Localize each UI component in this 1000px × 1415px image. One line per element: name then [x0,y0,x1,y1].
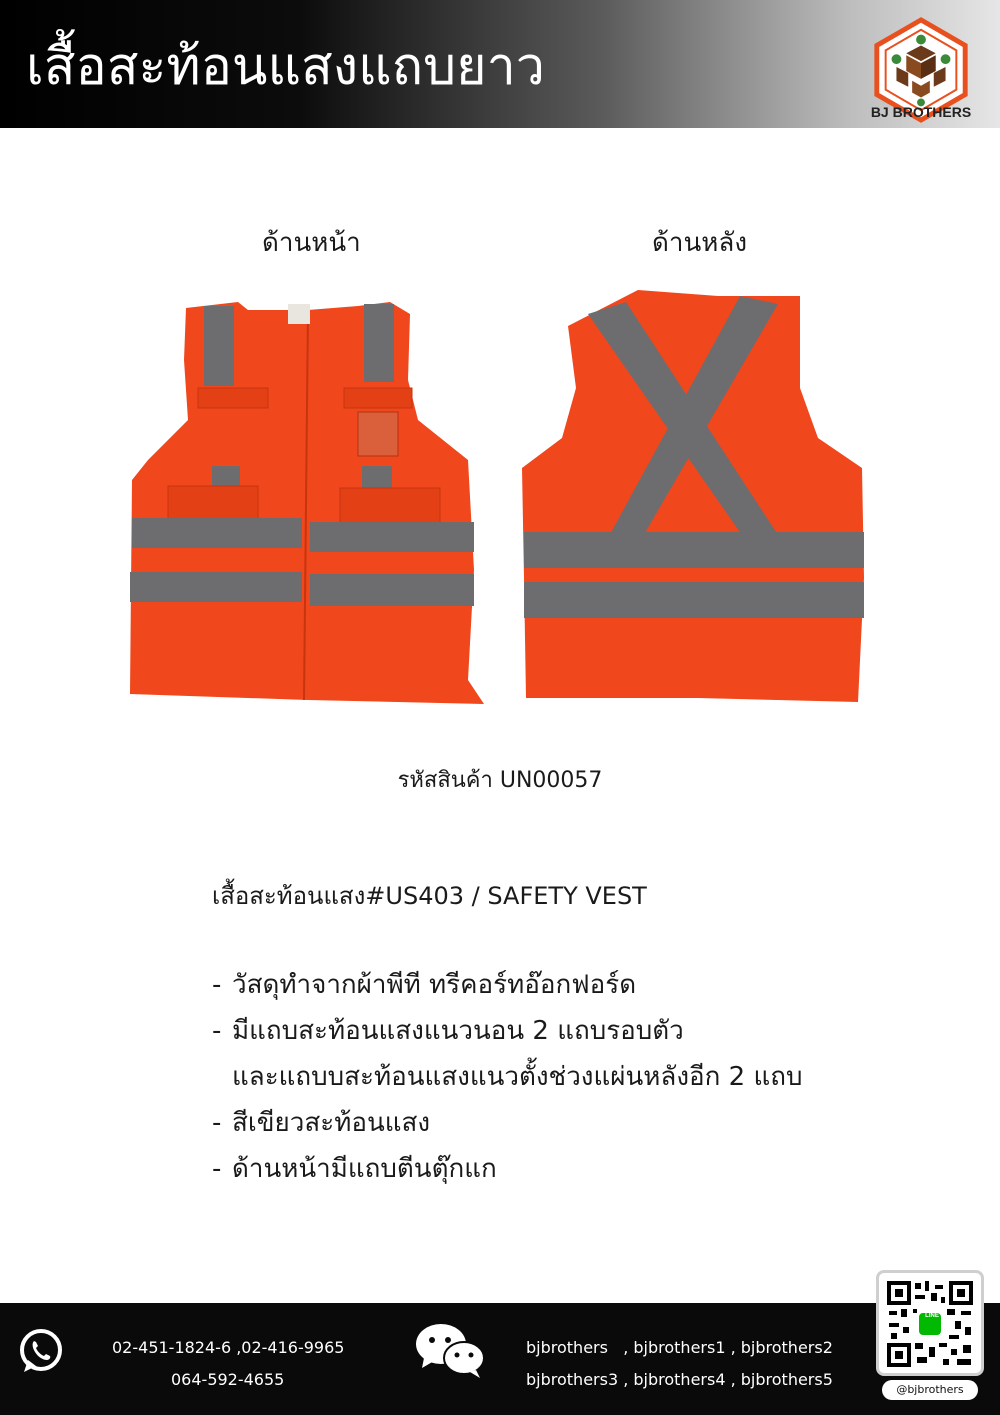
line-handle: @bjbrothers [882,1380,978,1400]
product-name: เสื้อสะท้อนแสง#US403 / SAFETY VEST [212,882,647,910]
page-title: เสื้อสะท้อนแสงแถบยาว [26,37,545,97]
feature-text-continued: และแถบบสะท้อนแสงแนวตั้งช่วงแผ่นหลังอีก 2 แถบ [232,1062,803,1092]
front-view-label: ด้านหน้า [262,228,361,258]
whatsapp-icon [16,1326,66,1376]
feature-list [212,962,852,1192]
phone-numbers: 02-451-1824-6 ,02-416-9965 [112,1338,345,1357]
feature-bullet: - [212,1108,222,1138]
feature-text: วัสดุทำจากผ้าพีที ทรีคอร์ทอ๊อกฟอร์ด [232,970,637,1000]
wechat-ids-more: bjbrothers3 , bjbrothers4 , bjbrothers5 [526,1370,833,1389]
qr-code-icon [885,1279,975,1369]
feature-text: ด้านหน้ามีแถบตีนตุ๊กแก [232,1154,497,1184]
vest-back-image [518,288,866,704]
feature-item [212,1100,852,1146]
line-qr-code [876,1270,984,1376]
vest-front-image [128,300,490,706]
feature-bullet: - [212,970,222,1000]
wechat-icon [414,1322,486,1378]
feature-item [212,962,852,1008]
mobile-number: 064-592-4655 [171,1370,285,1389]
brand-name: BJ BROTHERS [870,104,972,120]
feature-bullet: - [212,1154,222,1184]
back-view-label: ด้านหลัง [652,228,748,258]
feature-item [212,1146,852,1192]
line-badge-text: LINE [925,1313,939,1319]
feature-text: สีเขียวสะท้อนแสง [232,1108,431,1138]
wechat-ids: bjbrothers , bjbrothers1 , bjbrothers2 [526,1338,833,1357]
feature-bullet: - [212,1016,222,1046]
footer-bar [0,1303,1000,1415]
feature-item [212,1008,852,1100]
product-code: รหัสสินค้า UN00057 [397,768,603,793]
feature-text: มีแถบสะท้อนแสงแนวนอน 2 แถบรอบตัว [232,1016,684,1046]
